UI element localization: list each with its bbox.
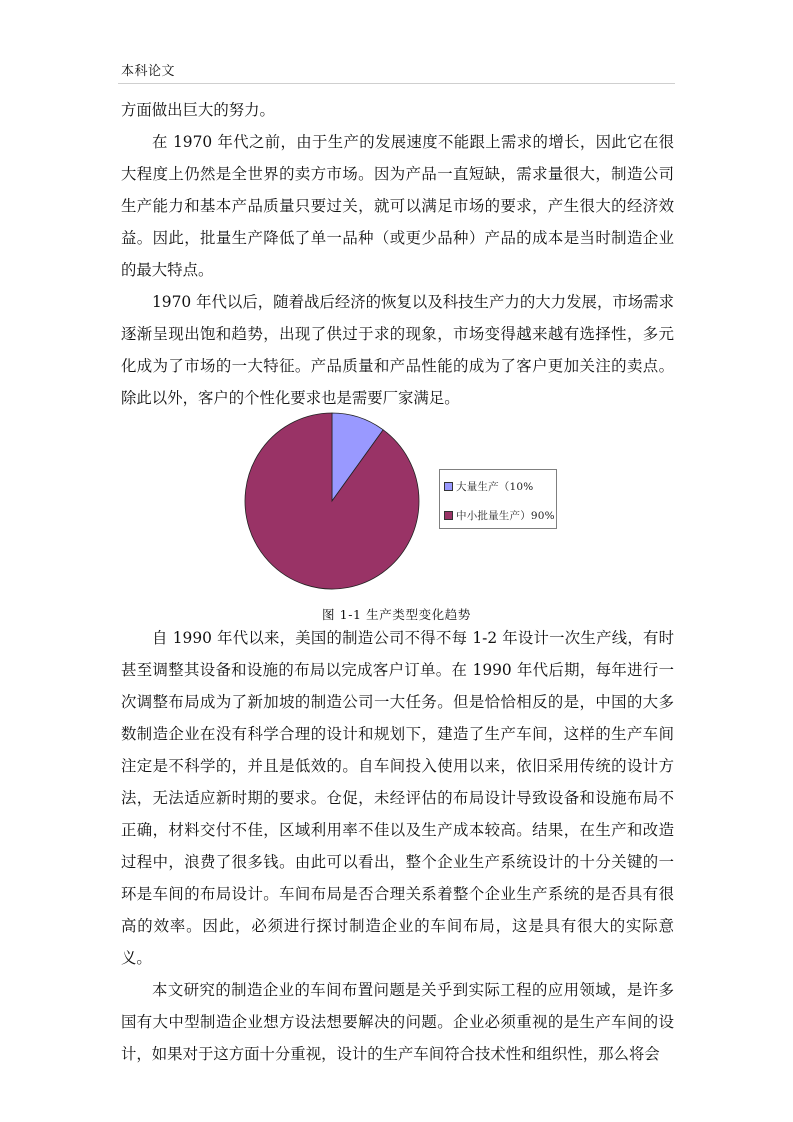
legend-label: 大量生产（10% [456, 481, 534, 493]
paragraph: 在 1970 年代之前，由于生产的发展速度不能跟上需求的增长，因此它在很大程度上仍然是全世界的卖方市场。因为产品一直短缺，需求量很大，制造公司生产能力和基本产品质量只要过关，就可以满足市场的要求，产生很大的经济效益。因此，批量生产降低了单一品种（或更少品种）产品的成本是当时制造企业的最大特点。 [121, 133, 674, 279]
paragraph: 本文研究的制造企业的车间布置问题是关乎到实际工程的应用领域，是许多国有大中型制造企业想方设法想要解决的问题。企业必须重视的是生产车间的设计，如果对于这方面十分重视，设计的生产车间符合技术性和组织性，那么将会 [121, 981, 674, 1063]
paragraph: 自 1990 年代以来，美国的制造公司不得不每 1-2 年设计一次生产线，有时甚至调整其设备和设施的布局以完成客户订单。在 1990 年代后期，每年进行一次调整布局成为了新加坡的制造公司一大任务。但是恰恰相反的是，中国的大多数制造企业在没有科学合理的设计和规划下，建造了生产车间，这样的生产车间注定是不科学的，并且是低效的。自车间投入使用以来，依旧采用传统的设计方法，无法适应新时期的要求。仓促，未经评估的布局设计导致设备和设施布局不正确，材料交付不佳，区域利用率不佳以及生产成本较高。结果，在生产和改造过程中，浪费了很多钱。由此可以看出，整个企业生产系统设计的十分关键的一环是车间的布局设计。车间布局是否合理关系着整个企业生产系统的是否具有很高的效率。因此，必须进行探讨制造企业的车间布局，这是具有很大的实际意义。 [121, 629, 674, 967]
running-header: 本科论文 [121, 64, 176, 79]
body-text-bottom [121, 622, 674, 1070]
chart-legend [439, 469, 557, 529]
legend-swatch [444, 511, 453, 520]
legend-swatch [444, 482, 453, 491]
legend-item [444, 479, 533, 494]
legend-label: 中小批量生产）90% [456, 510, 555, 522]
header-rule [118, 83, 675, 84]
figure-caption: 图 1-1 生产类型变化趋势 [322, 607, 471, 622]
paragraph: 1970 年代以后，随着战后经济的恢复以及科技生产力的大力发展，市场需求逐渐呈现出饱和趋势，出现了供过于求的现象，市场变得越来越有选择性，多元化成为了市场的一大特征。产品质量和产品性能的成为了客户更加关注的卖点。除此以外，客户的个性化要求也是需要厂家满足。 [121, 293, 674, 407]
body-text-top [121, 94, 674, 414]
legend-item [444, 508, 555, 523]
paragraph: 方面做出巨大的努力。 [121, 101, 275, 119]
pie-slice [245, 413, 419, 589]
